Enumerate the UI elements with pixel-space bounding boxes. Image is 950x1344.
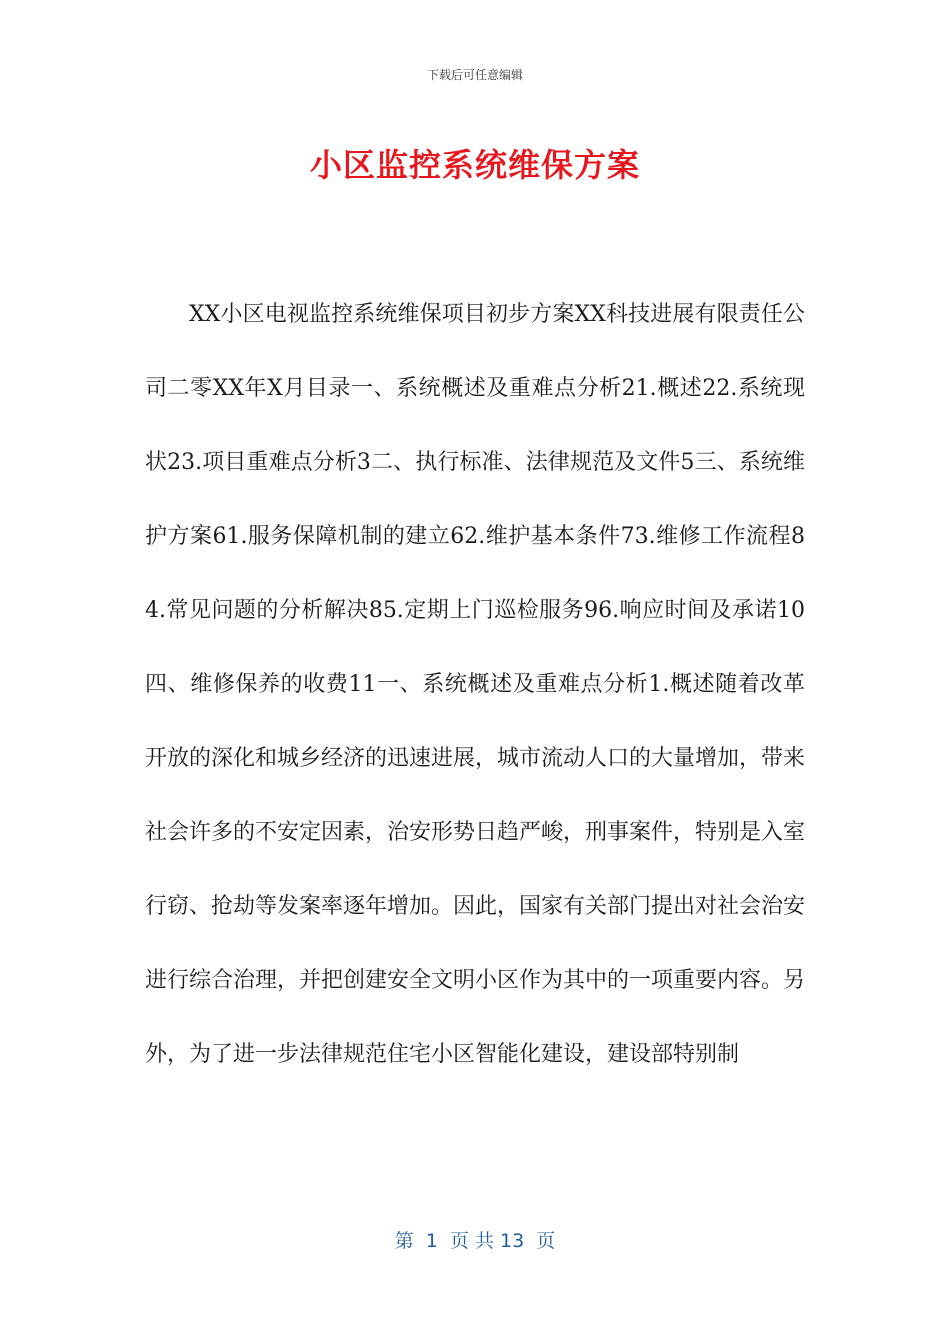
document-body: XX小区电视监控系统维保项目初步方案XX科技进展有限责任公司二零XX年X月目录一、系统概述及重难点分析21.概述22.系统现状23.项目重难点分析3二、执行标准、法律规范及文件5三、系统维护方案61.服务保障机制的建立62.维护基本条件73.维修工作流程84.常见问题的分析解决85.定期上门巡检服务96.响应时间及承诺10四、维修保养的收费11一、系统概述及重难点分析1.概述随着改革开放的深化和城乡经济的迅速进展，城市流动人口的大量增加，带来社会许多的不安定因素，治安形势日趋严峻，刑事案件，特别是入室行窃、抢劫等发案率逐年增加。因此，国家有关部门提出对社会治安进行综合治理，并把创建安全文明小区作为其中的一项重要内容。另外，为了进一步法律规范住宅小区智能化建设，建设部特别制 xyxy=(145,302,806,1067)
page-footer: 第 1 页 共 13 页 xyxy=(394,1230,556,1252)
document-title: 小区监控系统维保方案 xyxy=(309,146,640,184)
page-header: 下载后可任意编辑 xyxy=(426,68,523,82)
